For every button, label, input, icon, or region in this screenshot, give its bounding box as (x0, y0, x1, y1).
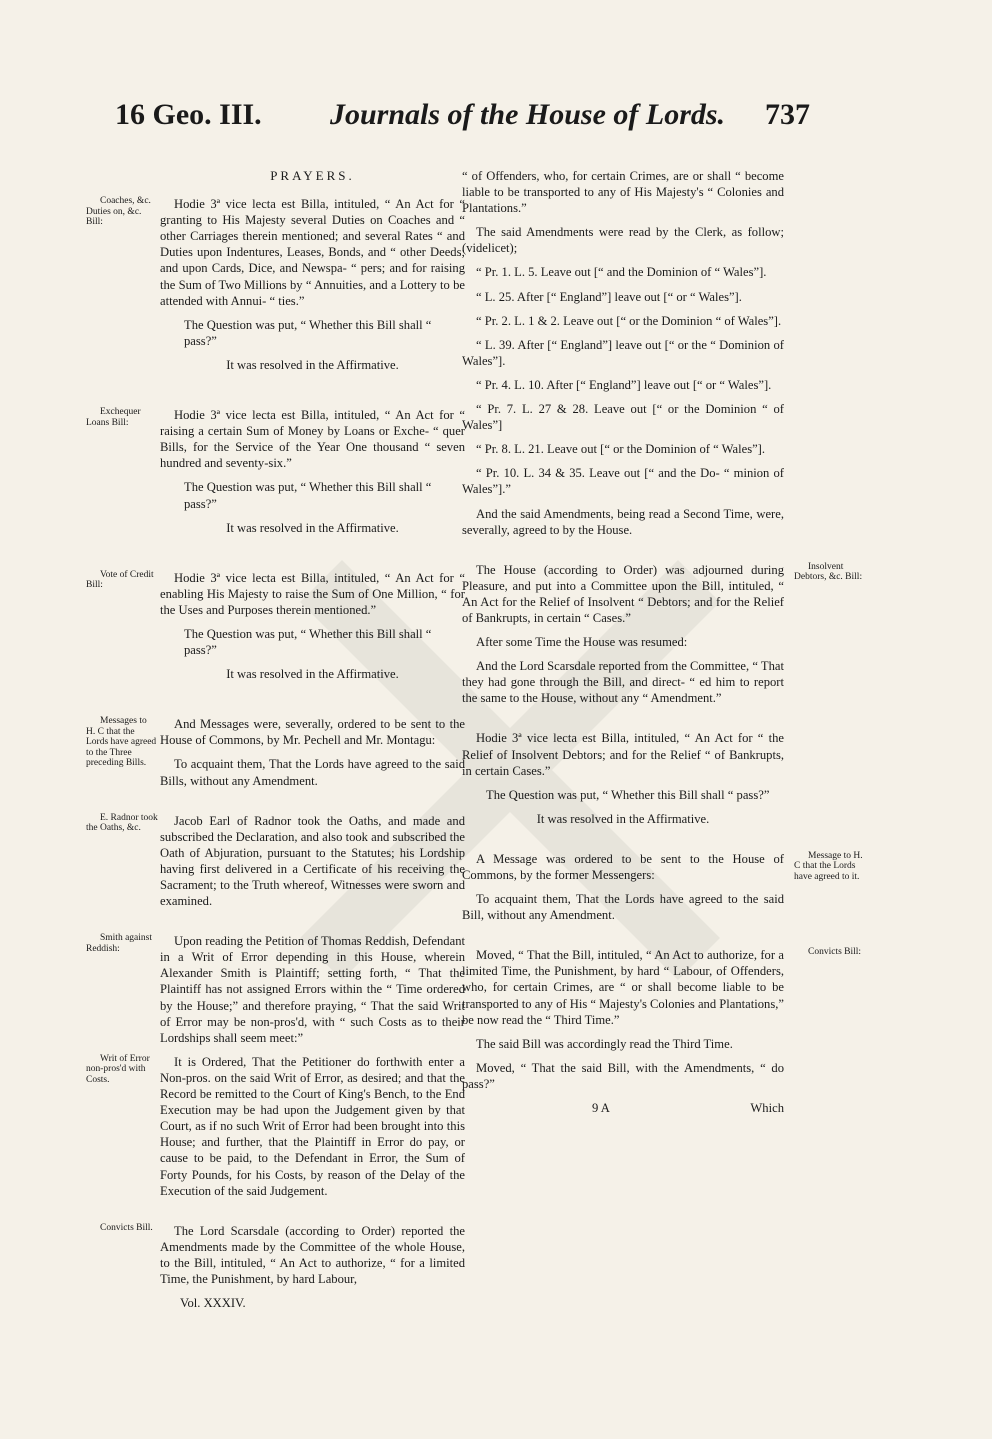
entry-text: Moved, “ That the Bill, intituled, “ An Act to authorize, for a limited Time, the Punishment, by hard “ Labour, of Offenders, who, for certain Crimes, are “ or shall become liable to be transported to any of His “ Majesty's Colonies and Plantations,” be now read the “ Third Time.” (462, 948, 784, 1027)
volume-number: Vol. XXXIV. (180, 1296, 246, 1311)
convicts-motion-entry (462, 947, 862, 1027)
header-regnal-year: 16 Geo. III. (115, 98, 262, 131)
margin-note: Messages to H. C that the Lords have agreed to the Three preceding Bills. (86, 716, 157, 769)
catchword: Which (750, 1101, 784, 1116)
margin-note: E. Radnor took the Oaths, &c. (86, 812, 158, 834)
entry-text: The Lord Scarsdale (according to Order) reported the Amendments made by the Committee of the whole House, to the Bill, intituled, “ An Act to authorize, “ for a limited Time, the Punishment, by hard Labour, (160, 1223, 465, 1286)
entry-text: Upon reading the Petition of Thomas Reddish, Defendant in a Writ of Error depending in this House, wherein Alexander Smith is Plaintiff; setting forth, “ That the Plaintiff has not assigned Errors within the “ Time ordered by the House;” and therefore praying, “ That the said Writ of Error may be non-pros'd, with “ such Costs as to their Lordships shall seem meet:” (160, 934, 465, 1045)
margin-note: Convicts Bill. (100, 1222, 153, 1233)
entry-text: And the Lord Scarsdale reported from the Committee, “ That they had gone through the Bill, and direct- “ ed him to report the same to the House, without any “ Amendment.” (462, 659, 784, 706)
entry-text: A Message was ordered to be sent to the House of Commons, by the former Messengers: (462, 851, 784, 882)
prayers-heading: PRAYERS. (270, 168, 355, 183)
entry-text: Hodie 3ª vice lecta est Billa, intituled, “ An Act for “ granting to His Majesty several Duties on Coaches and “ other Carriages therein mentioned; and several Rates “ and Duties upon Indentures, Leases, Bonds, and “ other Deeds; and upon Cards, Dice, and Newspa- “ pers; and for raising the Sum of Two Millions by “ Annuities, and a Lottery to be attended with Annui- “ ties.” (160, 197, 465, 308)
entry-text: To acquaint them, That the Lords have agreed to the said Bills, without any Amendment. (160, 757, 465, 788)
entry-text: To acquaint them, That the Lords have agreed to the said Bill, without any Amendment. (462, 892, 784, 923)
margin-note: Writ of Error non-pros'd with Costs. (86, 1053, 150, 1085)
amendment-item: “ Pr. 10. L. 34 & 35. Leave out [“ and the Do- “ minion of Wales”].” (462, 466, 784, 497)
margin-note: Convicts Bill: (808, 947, 862, 958)
signature-mark: 9 A (592, 1101, 610, 1116)
entry-text: “ of Offenders, who, for certain Crimes, are or shall “ become liable to be transported to any of His Majesty's “ Colonies and Plantations.” (462, 169, 784, 216)
margin-note: Insolvent Debtors, &c. Bill: (794, 561, 863, 583)
entry-text: After some Time the House was resumed: (476, 635, 688, 650)
amendment-item: “ Pr. 8. L. 21. Leave out [“ or the Dominion of “ Wales”]. (476, 442, 766, 457)
entry-text: The said Amendments were read by the Clerk, as follow; (videlicet); (462, 225, 784, 256)
resolution-text: It was resolved in the Affirmative. (226, 520, 399, 535)
right-column (462, 168, 863, 1126)
question-text: The Question was put, “ Whether this Bill shall “ pass?” (184, 480, 432, 511)
margin-note: Smith against Reddish: (86, 933, 152, 954)
left-column (86, 168, 465, 1319)
entry-text: The House (according to Order) was adjourned during Pleasure, and put into a Committee upon the Bill, intituled, “ An Act for the Relief of Insolvent “ Debtors; and for the Relief of Bankrupts, in certain “ Cases.” (462, 562, 784, 625)
message-entry (462, 850, 863, 883)
entry-text: And the said Amendments, being read a Second Time, were, severally, agreed to by the House. (462, 506, 784, 537)
amendment-item: “ Pr. 1. L. 5. Leave out [“ and the Dominion of “ Wales”]. (476, 265, 767, 280)
resolution-text: It was resolved in the Affirmative. (226, 357, 399, 372)
question-text: The Question was put, “ Whether this Bill shall “ pass?” (184, 317, 432, 348)
entry-text: Hodie 3ª vice lecta est Billa, intituled, “ An Act for “ raising a certain Sum of Money by Loans or Exche- “ quer Bills, for the Service of the Year One thousand “ seven hundred and seventy-six.” (160, 408, 465, 471)
resolution-text: It was resolved in the Affirmative. (226, 667, 399, 682)
amendment-item: “ Pr. 7. L. 27 & 28. Leave out [“ or the Dominion “ of Wales”] (462, 402, 784, 433)
convicts-bill-entry (100, 1222, 465, 1287)
resolution-text: It was resolved in the Affirmative. (536, 811, 710, 826)
amendment-item: “ Pr. 4. L. 10. After [“ England”] leave out [“ or “ Wales”]. (476, 377, 772, 392)
messages-entry (86, 716, 465, 769)
header-title: Journals of the House of Lords. (330, 98, 726, 131)
question-text: The Question was put, “ Whether this Bill shall “ pass?” (486, 787, 770, 802)
entry-text: The said Bill was accordingly read the Third Time. (476, 1036, 733, 1051)
coaches-bill-entry (86, 196, 465, 309)
margin-note: Message to H. C that the Lords have agreed to it. (794, 850, 863, 882)
entry-text: Hodie 3ª vice lecta est Billa, intituled, “ An Act for “ the Relief of Insolvent Debtors; and for the Relief “ of Bankrupts, in certain Cases.” (462, 731, 784, 778)
entry-text: And Messages were, severally, ordered to be sent to the House of Commons, by Mr. Pechell and Mr. Montagu: (160, 717, 465, 748)
page-number: 737 (765, 98, 810, 131)
question-text: The Question was put, “ Whether this Bill shall “ pass?” (184, 626, 432, 658)
entry-text: Moved, “ That the said Bill, with the Amendments, “ do pass?” (462, 1060, 784, 1091)
margin-note: Coaches, &c. Duties on, &c. Bill: (86, 196, 151, 228)
amendment-item: “ Pr. 2. L. 1 & 2. Leave out [“ or the Dominion “ of Wales”]. (476, 313, 782, 328)
amendment-item: “ L. 39. After [“ England”] leave out [“ or the “ Dominion of Wales”]. (462, 337, 784, 368)
exchequer-bill-entry (86, 407, 465, 471)
writ-of-error-entry (86, 1053, 465, 1199)
radnor-oaths-entry (86, 812, 465, 910)
page-footer (462, 1100, 784, 1118)
insolvent-debtors-entry (462, 561, 863, 626)
entry-text: Hodie 3ª vice lecta est Billa, intituled, “ An Act for “ enabling His Majesty to raise the Sum of One Million, “ for the Uses and Purposes therein mentioned.” (160, 570, 465, 617)
margin-note: Vote of Credit Bill: (86, 569, 154, 591)
entry-text: It is Ordered, That the Petitioner do forthwith enter a Non-pros. on the said Writ of Error, as desired; and that the Record be remitted to the Court of King's Bench, to the End Execution may be had upon the Judgement given by that Court, as if no such Writ of Error had been brought into this House; and further, that the Plaintiff in Error do pay, or cause to be paid, to the Defendant in Error, the Sum of Forty Pounds, for his Costs, by reason of the Delay of the Execution of the said Judgement. (160, 1054, 465, 1198)
amendment-item: “ L. 25. After [“ England”] leave out [“ or “ Wales”]. (476, 289, 742, 304)
entry-text: Jacob Earl of Radnor took the Oaths, and made and subscribed the Declaration, and also took and subscribed the Oath of Abjuration, pursuant to the Statutes; his Lordship having first delivered in a Certificate of his receiving the Sacrament; to the Truth whereof, Witnesses were sworn and examined. (160, 813, 465, 909)
vote-of-credit-entry (86, 569, 465, 618)
margin-note: Exchequer Loans Bill: (86, 407, 141, 428)
smith-reddish-entry (86, 933, 465, 1046)
